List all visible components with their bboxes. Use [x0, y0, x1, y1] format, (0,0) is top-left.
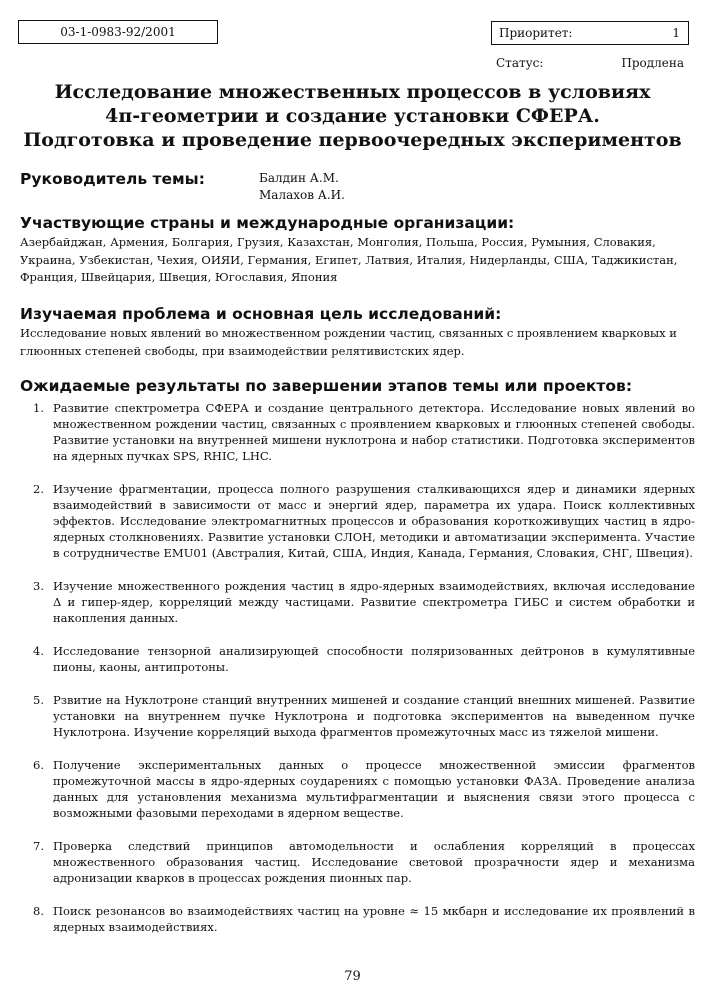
leader-name: Балдин А.М.: [259, 171, 339, 185]
list-item: [20, 643, 695, 675]
title-line-1: Исследование множественных процессов в условиях: [54, 81, 651, 103]
item-text: Изучение фрагментации, процесса полного разрушения сталкивающихся ядер и динамики ядерных взаимодействий в зависимости от масс и энергий ядер, параметра их удара. Поиск коллективных эффектов. Исследование электромагнитных процессов и образования короткоживущих частиц в ядро-ядерных столкновениях. Развитие установки СЛОН, методики и автоматизации эксперимента. Участие в сотрудничестве EMU01 (Австралия, Китай, США, Индия, Канада, Германия, Словакия, СНГ, Швеция).: [53, 482, 695, 560]
status-value: Продлена: [621, 56, 684, 70]
item-text: Поиск резонансов во взаимодействиях частиц на уровне ≈ 15 мкбарн и исследование их проявлений в ядерных взаимодействиях.: [53, 904, 695, 934]
item-number: 8.: [33, 904, 44, 918]
document-title: [0, 80, 705, 152]
item-number: 2.: [33, 482, 44, 496]
item-number: 5.: [33, 693, 44, 707]
item-number: 7.: [33, 839, 44, 853]
leader-heading: Руководитель темы:: [20, 170, 205, 188]
list-item: [20, 757, 695, 821]
results-heading: Ожидаемые результаты по завершении этапов темы или проектов:: [20, 377, 633, 395]
list-item: [20, 481, 695, 561]
leader-name: Малахов А.И.: [259, 188, 345, 202]
list-item: [20, 838, 695, 886]
priority-box: [491, 21, 689, 45]
countries-heading: Участвующие страны и международные организации:: [20, 214, 515, 232]
countries-text: Азербайджан, Армения, Болгария, Грузия, Казахстан, Монголия, Польша, Россия, Румыния, Словакия, Украина, Узбекистан, Чехия, ОИЯИ, Германия, Египет, Латвия, Италия, Нидерланды, США, Таджикистан, Франция, Швейцария, Швеция, Югославия, Япония: [20, 235, 678, 284]
list-item: [20, 400, 695, 464]
priority-value: 1: [672, 26, 680, 40]
item-number: 1.: [33, 401, 44, 415]
status-row: [496, 56, 686, 70]
theme-code: 03-1-0983-92/2001: [60, 25, 176, 39]
results-list: [20, 400, 695, 952]
title-line-3: Подготовка и проведение первоочередных экспериментов: [23, 129, 682, 151]
problem-text: Исследование новых явлений во множественном рождении частиц, связанных с проявлением кварковых и глюонных степеней свободы, при взаимодействии релятивистских ядер.: [20, 326, 677, 358]
item-number: 4.: [33, 644, 44, 658]
list-item: [20, 903, 695, 935]
item-number: 3.: [33, 579, 44, 593]
item-text: Исследование тензорной анализирующей способности поляризованных дейтронов в кумулятивные пионы, каоны, антипротоны.: [53, 644, 695, 674]
item-text: Проверка следствий принципов автомодельности и ослабления корреляций в процессах множественного образования частиц. Исследование световой прозрачности ядер и механизма адронизации кварков в процессах рождения пионных пар.: [53, 839, 695, 885]
item-text: Получение экспериментальных данных о процессе множественной эмиссии фрагментов промежуточной массы в ядро-ядерных соударениях с помощью установки ФАЗА. Проведение анализа данных для установления механизма мультифрагментации и выяснения связи этого процесса с возможными фазовыми переходами в ядерном веществе.: [53, 758, 695, 820]
title-line-2: 4π-геометрии и создание установки СФЕРА.: [105, 105, 600, 127]
theme-code-box: [18, 20, 218, 44]
priority-label: Приоритет:: [499, 26, 573, 40]
list-item: [20, 692, 695, 740]
item-text: Рзвитие на Нуклотроне станций внутренних мишеней и создание станций внешних мишеней. Развитие установки на внутреннем пучке Нуклотрона и подготовка экспериментов на выведенном пучке Нуклотрона. Изучение корреляций выхода фрагментов промежуточных масс из тяжелой мишени.: [53, 693, 695, 739]
item-text: Изучение множественного рождения частиц в ядро-ядерных взаимодействиях, включая исследование Δ и гипер-ядер, корреляций между частицами. Развитие спектрометра ГИБС и систем обработки и накопления данных.: [53, 579, 695, 625]
status-label: Статус:: [496, 56, 544, 70]
item-text: Развитие спектрометра СФЕРА и создание центрального детектора. Исследование новых явлений во множественном рождении частиц, связанных с проявлением кварковых и глюонных степеней свободы. Развитие установки на внутренней мишени нуклотрона и набор статистики. Подготовка экспериментов на ядерных пучках SPS, RHIC, LHC.: [53, 401, 695, 463]
leader-list: [259, 170, 345, 204]
list-item: [20, 578, 695, 626]
page-number: 79: [344, 969, 361, 984]
item-number: 6.: [33, 758, 44, 772]
problem-heading: Изучаемая проблема и основная цель исследований:: [20, 305, 502, 323]
